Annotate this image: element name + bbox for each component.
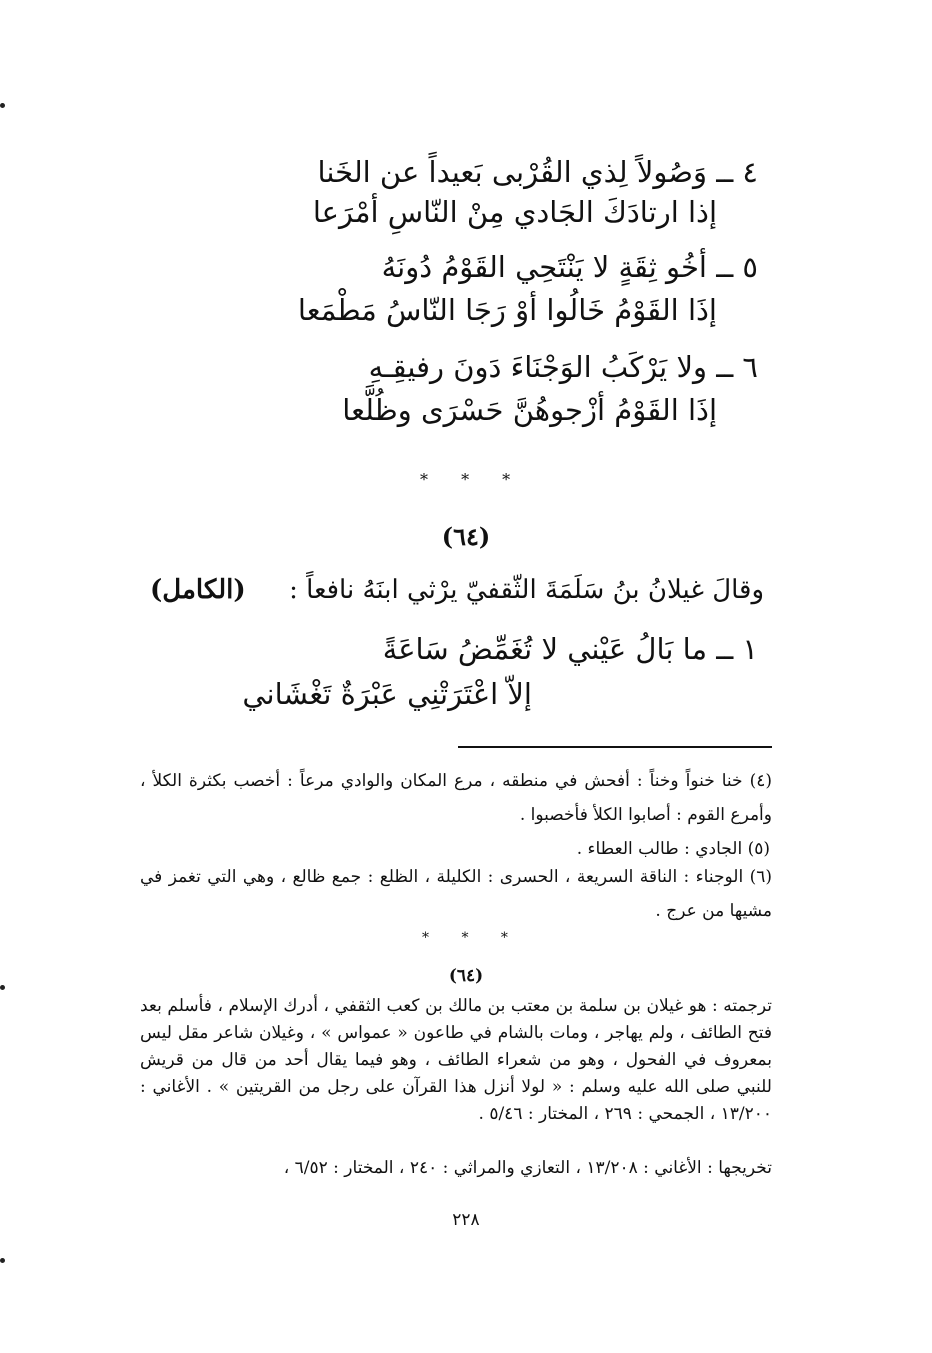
poem-meter: (الكامل) xyxy=(150,575,246,605)
footnote-rule xyxy=(458,746,772,748)
notes-separator: * * * xyxy=(422,930,522,946)
verse-6-first-hemistich: ٦ ــ ولا يَرْكَبُ الوَجْنَاءَ دَونَ رفيقِـهِ xyxy=(368,350,758,384)
poem-sources: تخريجها : الأغاني : ١٣/٢٠٨ ، التعازي والمراثي : ٢٤٠ ، المختار : ٦/٥٢ ، xyxy=(283,1158,772,1178)
poet-biography: ترجمته : هو غيلان بن سلمة بن معتب بن مالك بن كعب الثقفي ، أدرك الإسلام ، فأسلم بعد فتح الطائف ، ولم يهاجر ، ومات بالشام في طاعون « عمواس » ، وغيلان شاعر مقل ليس بمعروف في الفحول ، وهو من شعراء الطائف ، وهو فيما يقال أحد من قال من قريش للنبي صلى الله عليه وسلم : « لولا أنزل هذا القرآن على رجل من القريتين » . الأغاني : ١٣/٢٠٠ ، الجمحي : ٢٦٩ ، المختار : ٥/٤٦ . xyxy=(140,996,772,1124)
verse-5-second-hemistich: إذَا القَوْمُ خَالُوا أوْ رَجَا النّاسُ مَطْمَعا xyxy=(297,293,717,327)
verse-4-second-hemistich: إذا ارتادَكَ الجَادي مِنْ النّاسِ أمْرَعا xyxy=(312,195,717,229)
verse-5-first-hemistich: ٥ ــ أخُو ثِقَةٍ لا يَنْتَحِي القَوْمُ دُونَهُ xyxy=(381,250,758,284)
notes-poem-number: (٦٤) xyxy=(448,966,484,986)
verse-6-second-hemistich: إذَا القَوْمُ أزْجوهُنَّ حَسْرَى وظُلَّعا xyxy=(342,393,717,427)
poem-intro: وقالَ غيلانُ بنُ سَلَمَةَ الثّقفيّ يرْثي ابنَهُ نافعاً : xyxy=(289,575,764,605)
section-separator: * * * xyxy=(420,470,525,489)
scan-mark xyxy=(0,1258,5,1263)
footnote-4: (٤) خنا خنواً وخناً : أفحش في منطقه ، مرع المكان والوادي مرعاً : أخصب بكثرة الكلأ ، وأمرع القوم : أصابوا الكلأ فأخصبوا . xyxy=(140,771,772,825)
verse-1-first-hemistich: ١ ــ ما بَالُ عَيْني لا تُغَمِّضُ سَاعَةً xyxy=(382,632,758,666)
scan-mark xyxy=(0,103,5,108)
page-number: ٢٢٨ xyxy=(452,1210,480,1230)
footnote-6: (٦) الوجناء : الناقة السريعة ، الحسرى : الكليلة ، الظلع : جمع ظالع ، وهي التي تغمز في مشيها من عرج . xyxy=(140,867,772,921)
verse-1-second-hemistich: إلاّ اعْتَرَتْنِي عَبْرَةٌ تَغْشَاني xyxy=(242,677,532,711)
verse-4-first-hemistich: ٤ ــ وَصُولاً لِذي القُرْبى بَعيداً عن الخَنا xyxy=(317,155,758,189)
poem-number: (٦٤) xyxy=(441,522,491,551)
footnote-5: (٥) الجادي : طالب العطاء . xyxy=(576,839,770,859)
